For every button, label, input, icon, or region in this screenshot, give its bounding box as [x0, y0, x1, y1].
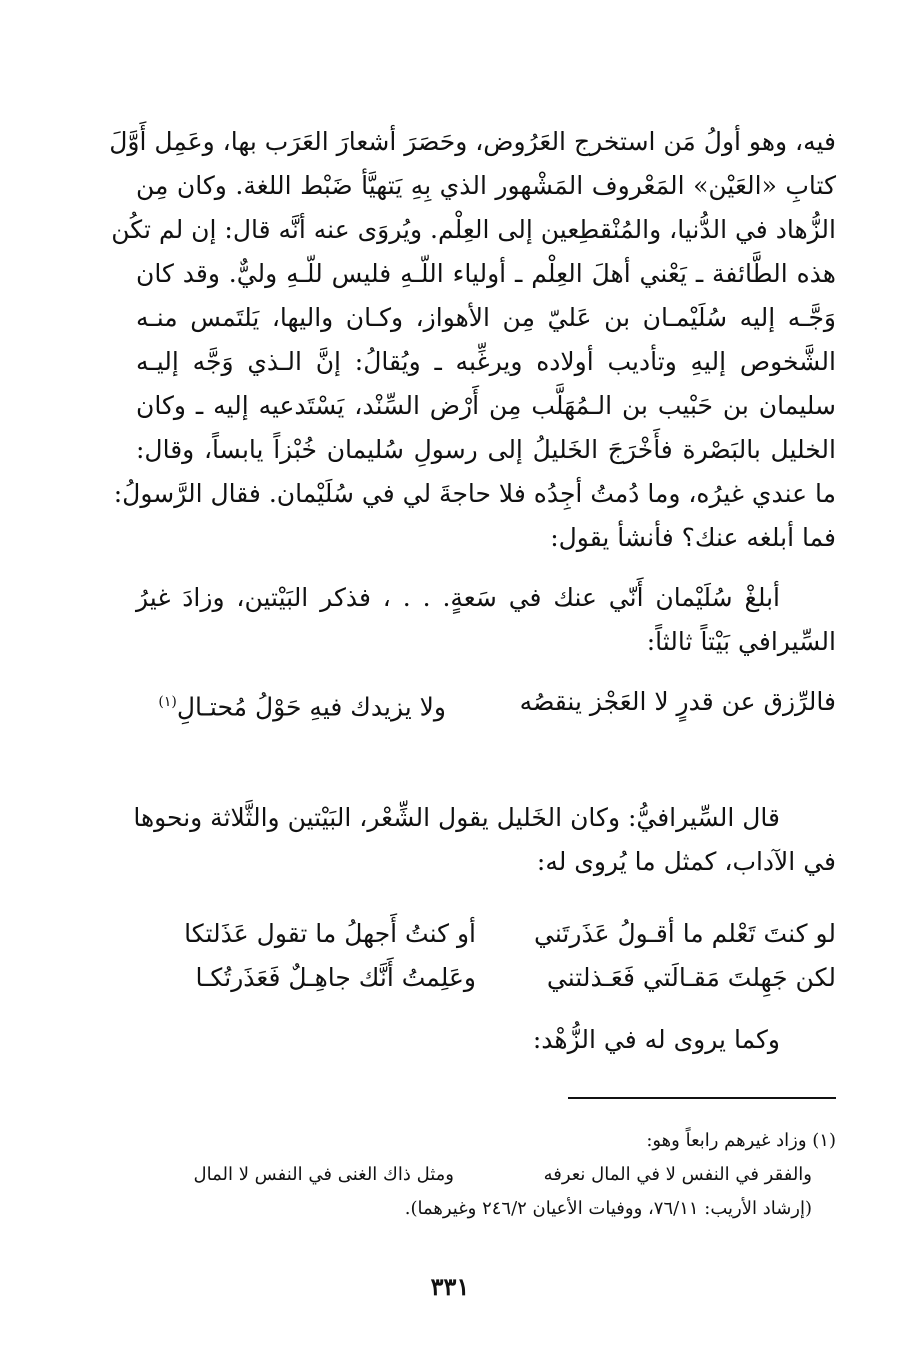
footnote-verse-first: والفقر في النفس لا في المال نعرفه: [543, 1164, 812, 1185]
body-line: كتابِ «العَيْن» المَعْروف المَشْهور الذي بِهِ يَتهيَّأ ضَبْط اللغة. وكان مِن: [136, 171, 836, 200]
footnote-reference: (إرشاد الأريب: ٧٦/١١، ووفيات الأعيان ٢٤٦/٢ وغيرهما).: [404, 1198, 812, 1219]
verse-second-hemistich: أو كنتُ أَجهلُ ما تقول عَذَلتكا: [184, 919, 476, 948]
body-line: فيه، وهو أولُ مَن استخرج العَرُوض، وحَصَرَ أشعارَ العَرَب بها، وعَمِل أَوَّلَ: [109, 127, 836, 156]
body-line: في الآداب، كمثل ما يُروى له:: [536, 847, 836, 876]
verse-first-hemistich: لو كنتَ تَعْلم ما أقـولُ عَذَرتَني: [534, 919, 836, 948]
body-line: سليمان بن حَبْيب بن الـمُهَلَّب مِن أَرْض السِّنْد، يَسْتَدعيه إليه ـ وكان: [136, 391, 836, 420]
verse-second-hemistich: وعَلِمتُ أَنَّك جاهِـلٌ فَعَذَرتُكـا: [195, 963, 476, 992]
footnote-divider: [568, 1097, 836, 1099]
body-line: فما أبلغه عنك؟ فأنشأ يقول:: [550, 523, 836, 552]
footnote-verse-second: ومثل ذاك الغنى في النفس لا المال: [193, 1164, 454, 1185]
body-line: الشَّخوص إليهِ وتأديب أولاده ويرغِّبه ـ ويُقالُ: إنَّ الـذي وَجَّه إليـه: [136, 347, 836, 376]
footnote-verse: [136, 1158, 836, 1192]
body-line: ما عندي غيرُه، وما دُمتُ أجِدُه فلا حاجةَ لي في سُلَيْمان. فقال الرَّسولُ:: [113, 479, 836, 508]
quote-line: أبلغْ سُلَيْمان أَنّي عنك في سَعةٍ. . . ، فذكر البَيْتين، وزادَ غيرُ: [136, 583, 780, 612]
verse-footnoted: [136, 680, 836, 724]
body-line: قال السِّيرافيُّ: وكان الخَليل يقول الشِّعْر، البَيْتين والثَّلاثة ونحوها: [133, 803, 780, 832]
verse-line: [136, 912, 836, 956]
body-line: وَجَّـه إليه سُلَيْمـان بن عَليّ مِن الأهواز، وكـان واليها، يَلتَمس منـه: [136, 303, 836, 332]
footnote-marker: (١): [158, 694, 177, 710]
verse-second-text: ولا يزيدك فيهِ حَوْلُ مُحتـالِ: [176, 692, 446, 722]
verse-line: [136, 956, 836, 1000]
verse-first-hemistich: لكن جَهِلتَ مَقـالَتي فَعَـذلتني: [546, 963, 836, 992]
quote-line: السِّيرافي بَيْتاً ثالثاً:: [646, 627, 836, 656]
footnote-intro: (١) وزاد غيرهم رابعاً وهو:: [646, 1130, 836, 1151]
closing-line: وكما يروى له في الزُّهْد:: [532, 1025, 780, 1054]
verse-first-hemistich: فالرِّزق عن قدرٍ لا العَجْز ينقصُه: [519, 687, 836, 716]
verse-second-hemistich: [158, 680, 446, 729]
body-line: الزُّهاد في الدُّنيا، والمُنْقطِعين إلى العِلْم. ويُروَى عنه أنَّه قال: إن لم تكُن: [111, 215, 836, 244]
page-number: ٣٣١: [430, 1272, 470, 1301]
body-line: هذه الطَّائفة ـ يَعْني أهلَ العِلْم ـ أولياء اللّـهِ فليس للّـهِ وليٌّ. وقد كان: [136, 259, 836, 288]
body-line: الخليل بالبَصْرة فأَخْرَجَ الخَليلُ إلى رسولِ سُليمان خُبْزاً يابساً، وقال:: [136, 435, 836, 464]
